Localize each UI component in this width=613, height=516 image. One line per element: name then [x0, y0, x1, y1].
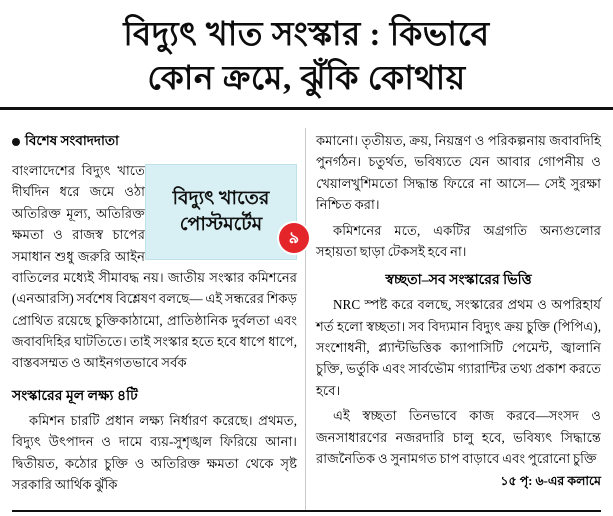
headline-block — [0, 0, 613, 110]
column-divider — [305, 128, 306, 510]
right-paragraph-3: NRC স্পষ্ট করে বলছে, সংস্কারের প্রথম ও অপরিহার্য শর্ত হলো স্বচ্ছতা। সব বিদ্যমান বিদ্যুৎ ক্রয় চুক্তি (পিপিএ), সংশোধনী, প্ল্যান্টভিত্তিক ক্যাপাসিটি পেমেন্ট, জ্বালানি চুক্তি, ভর্তুকি এবং সার্বভৌম গ্যারান্টির তথ্য প্রকাশ করতে হবে। — [316, 297, 601, 398]
bullet-dot-icon — [12, 138, 20, 146]
teaser-box[interactable] — [145, 164, 300, 260]
byline — [12, 130, 297, 153]
teaser-line-2: পোস্টমর্টেম — [179, 214, 263, 235]
left-subhead: সংস্কারের মূল লক্ষ্য ৪টি — [12, 388, 138, 404]
article-columns — [0, 122, 613, 516]
right-paragraph-1: কমানো। তৃতীয়ত, ক্রয়, নিয়ন্ত্রণ ও পরিকল্পনায় জবাবদিহি পুনর্গঠন। চতুর্থত, ভবিষ্যতে যেন আবার গোপনীয় ও খেয়ালখুশিমতো সিদ্ধান্ত ফিরেে না আসে— সেই সুরক্ষা নিশ্চিত করা। — [316, 133, 601, 213]
right-paragraph-2: কমিশনের মতে, একটির অগ্রগতি অন্যগুলোর সহায়তা ছাড়া টেকসই হবে না। — [316, 222, 601, 259]
headline-line-1: বিদ্যুৎ খাত সংস্কার : কিভাবে — [123, 17, 490, 53]
left-paragraph-2: কমিশন চারটি প্রধান লক্ষ্য নির্ধারণ করেছে। প্রথমত, বিদ্যুৎ উৎপাদন ও দামে ব্যয়-সুশৃঙ্খল ফিরিয়ে আনা। দ্বিতীয়ত, কঠোর চুক্তি ও অতিরিক্ত ক্ষমতা থেকে সৃষ্ট সরকারি আর্থিক ঝুঁকি — [12, 412, 297, 492]
left-column — [12, 130, 300, 499]
right-column — [316, 130, 601, 493]
right-subhead: স্বচ্ছতা–সব সংস্কারের ভিত্তি — [385, 273, 532, 289]
bottom-rule — [12, 510, 601, 512]
teaser-line-1: বিদ্যুৎ খাতের — [172, 188, 270, 210]
teaser-float-wrapper — [145, 164, 300, 260]
page-badge: ৯ — [279, 223, 309, 253]
right-paragraph-4: এই স্বচ্ছতা তিনভাবে কাজ করবে—সংসদ ও জনসাধারণের নজরদারি চালু হবে, ভবিষ্যৎ সিদ্ধান্তে রাজনৈতিক ও সুনামগত চাপ বাড়াবে এবং পুরোনো চুক্তি — [316, 408, 601, 466]
left-paragraph-1: বাংলাদেশের বিদ্যুৎ খাতে দীর্ঘদিন ধরে জমে ওঠা অতিরিক্ত মূল্য, অতিরিক্ত ক্ষমতা ও রাজস্ব চাপের সমাধান শুধু জরুরি আইন বাতিলের মধ্যেই সীমাবদ্ধ নয়। জাতীয় সংস্কার কমিশনের (এনআরসি) সর্বশেষ বিশ্লেষণ বলছে— এই সন্ধরের শিকড় প্রোথিত রয়েছে চুক্তিকাঠামো, প্রাতিষ্ঠানিক দুর্বলতা এবং জবাবদিহির ঘাটতিতে। তাই সংস্কার হতে হবে ধাপে ধাপে, বাস্তবসম্মত ও আইনগতভাবে সর্বক — [12, 163, 297, 371]
headline-line-2: কোন ক্রমে, ঝুঁকি কোথায় — [147, 60, 466, 97]
byline-label: বিশেষ সংবাদদাতা — [25, 133, 119, 148]
jump-line: ১৫ পৃ: ৬-এর কলামে — [500, 474, 601, 489]
